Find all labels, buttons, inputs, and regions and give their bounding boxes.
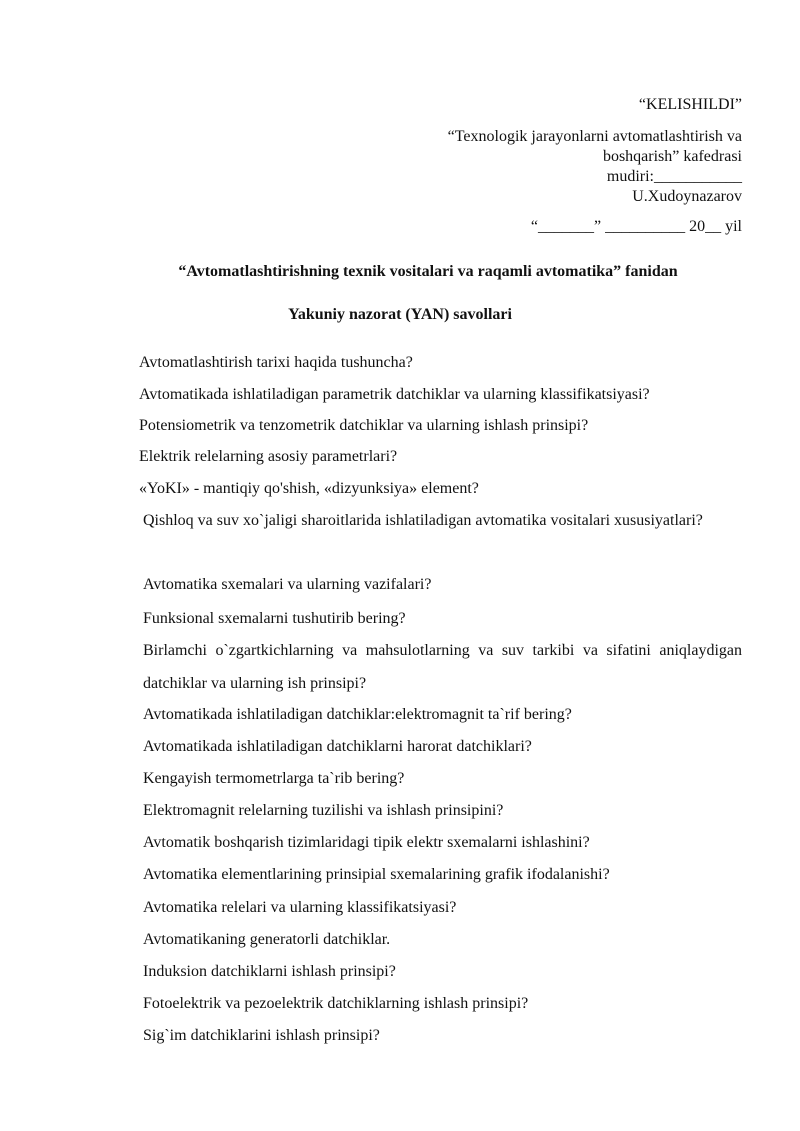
- exam-heading: Yakuniy nazorat (YAN) savollari: [288, 306, 512, 323]
- question-item: Kengayish termometrlarga ta`rib bering?: [143, 770, 405, 787]
- question-item: Avtomatikada ishlatiladigan datchiklar:elektromagnit ta`rif bering?: [143, 706, 572, 723]
- approval-block: [322, 95, 742, 237]
- approval-agreed: “KELISHILDI”: [638, 96, 742, 113]
- subject-title: “Avtomatlashtirishning texnik vositalari va raqamli avtomatika” fanidan: [178, 263, 678, 280]
- question-item: Avtomatik boshqarish tizimlaridagi tipik elektr sxemalarni ishlashini?: [143, 834, 590, 851]
- question-item: Avtomatikada ishlatiladigan datchiklarni harorat datchiklari?: [143, 738, 532, 755]
- question-item: Induksion datchiklarni ishlash prinsipi?: [143, 963, 396, 980]
- question-item: Elektromagnit relelarning tuzilishi va ishlash prinsipini?: [143, 802, 504, 819]
- question-item: Avtomatikaning generatorli datchiklar.: [143, 931, 391, 948]
- question-item: Fotoelektrik va pezoelektrik datchiklarning ishlash prinsipi?: [143, 995, 529, 1012]
- question-item: Avtomatika sxemalari va ularning vazifalari?: [143, 576, 432, 593]
- approval-date-line: “_______” __________ 20__ yil: [530, 218, 742, 235]
- approval-department-line1: “Texnologik jarayonlarni avtomatlashtirish va: [447, 128, 742, 145]
- question-item: Birlamchi o`zgartkichlarning va mahsulotlarning va suv tarkibi va sifatini aniqlaydigan datchiklar va ularning ish prinsipi?: [143, 642, 742, 692]
- question-item: Funksional sxemalarni tushutirib bering?: [143, 610, 406, 627]
- question-item: Avtomatikada ishlatiladigan parametrik datchiklar va ularning klassifikatsiyasi?: [139, 386, 650, 403]
- approval-department-line2: boshqarish” kafedrasi: [602, 148, 742, 165]
- question-item: Avtomatika elementlarining prinsipial sxemalarining grafik ifodalanishi?: [143, 866, 610, 883]
- question-item: Sig`im datchiklarini ishlash prinsipi?: [143, 1027, 380, 1044]
- approval-head-name: U.Xudoynazarov: [632, 188, 742, 205]
- question-item: Qishloq va suv xo`jaligi sharoitlarida ishlatiladigan avtomatika vositalari xususiyatlari?: [143, 512, 703, 529]
- question-item: Elektrik relelarning asosiy parametrlari?: [139, 448, 398, 465]
- approval-head-label: mudiri:___________: [606, 168, 742, 185]
- question-item: Potensiometrik va tenzometrik datchiklar va ularning ishlash prinsipi?: [139, 417, 589, 434]
- question-item: Avtomatika relelari va ularning klassifikatsiyasi?: [143, 899, 457, 916]
- question-item: Avtomatlashtirish tarixi haqida tushuncha?: [139, 354, 413, 371]
- question-item: «YoKI» - mantiqiy qo'shish, «dizyunksiya» element?: [139, 480, 479, 497]
